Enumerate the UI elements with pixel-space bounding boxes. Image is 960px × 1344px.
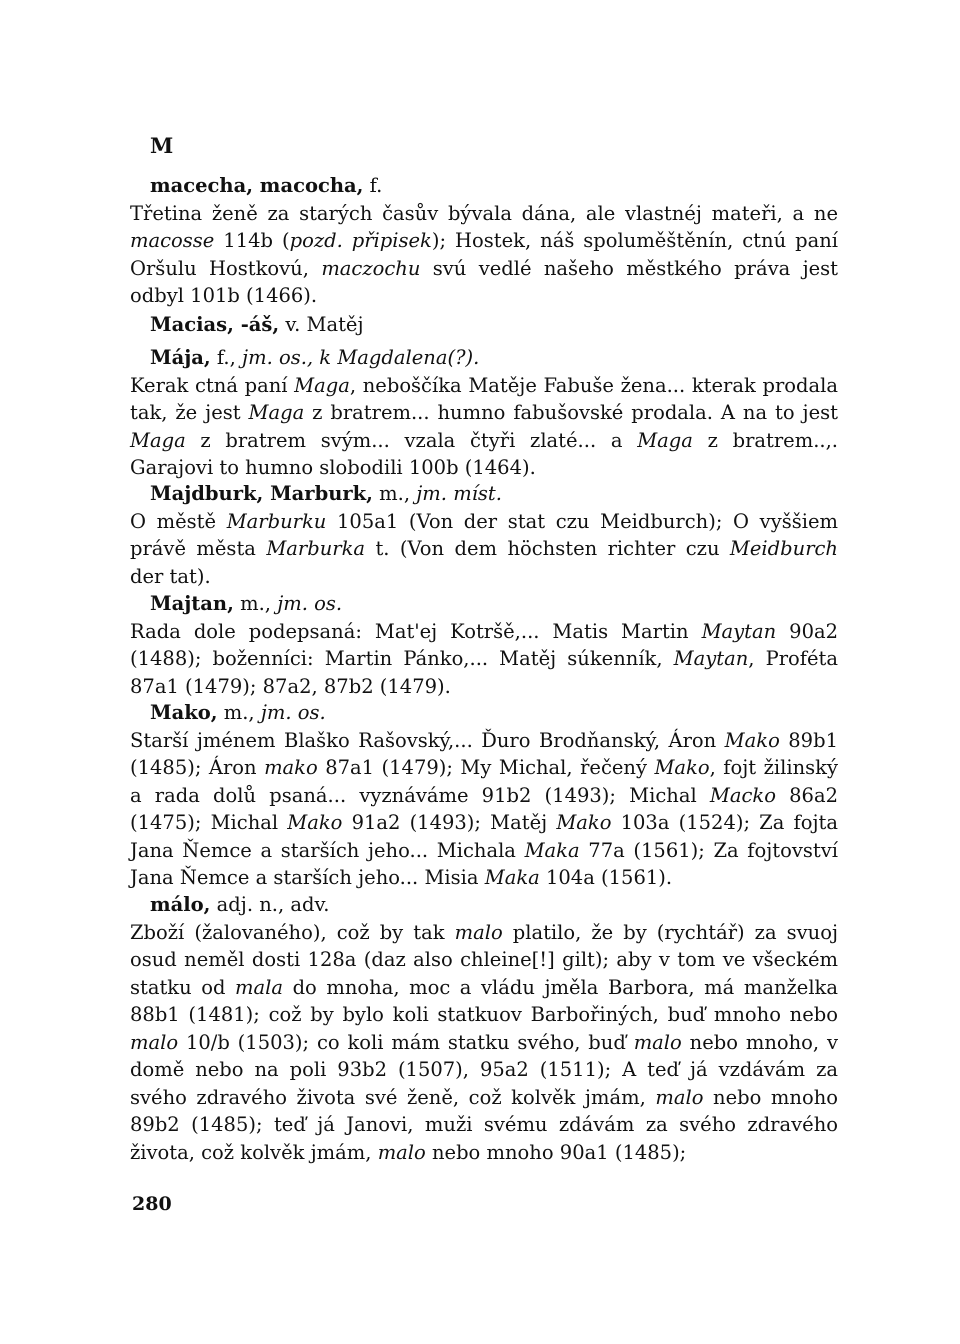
entry-head (130, 891, 838, 919)
entry-macias (130, 311, 838, 339)
entry-head (130, 344, 838, 372)
page-number: 280 (132, 1193, 172, 1215)
headword: Macias, -áš, (150, 313, 280, 336)
entry-head (130, 311, 838, 339)
headword: Majdburk, Marburk, (150, 482, 373, 505)
grammar-note-italic: jm. os. (260, 701, 326, 724)
grammar-note-italic: jm. os., k Magdalena(?). (242, 346, 480, 369)
entry-head (130, 172, 838, 200)
grammar-note: v. Matěj (279, 313, 364, 336)
entry-text: Rada dole podepsaná: Mat'ej Kotršě,... Matis Martin Maytan 90a2 (1488); boženníci: Martin Pánko,... Matěj súkenník, Maytan, Proféta 87a1 (1479); 87a2, 87b2 (1479). (130, 619, 839, 698)
grammar-note: m., (217, 701, 261, 724)
entry-head (130, 699, 838, 727)
entry-text: Kerak ctná paní Maga, neboščíka Matěje Fabuše žena... kterak prodala tak, že jest Maga z bratrem... humno fabušovské prodala. A na to jest Maga z bratrem svým... vzala čtyři zlaté... a Maga z bratrem..,. Garajovi to humno slobodili 100b (1464). (130, 373, 838, 479)
entry-maja (130, 344, 838, 482)
entry-text: O městě Marburku 105a1 (Von der stat czu Meidburch); O vyššiem právě města Marburka t. (Von dem höchsten richter czu Meidburch der tat). (130, 509, 838, 588)
entry-head (130, 480, 838, 508)
entry-majtan (130, 590, 838, 700)
entry-text: Zboží (žalovaného), což by tak malo platilo, že by (rychtář) za svuoj osud neměl dosti 128a (daz also chleine[!] gilt); aby v tom ve všeckém statku od mala do mnoha, moc a vládu jměla Barbora, má manželka 88b1 (1481); což by bylo koli statkuov Barbořiných, buď mnoho nebo malo 10/b (1503); co koli mám statku svého, buď malo nebo mnoho, v domě nebo na poli 93b2 (1507), 95a2 (1511); A teď já vzdávám za svého zdravého života své ženě, což kolvěk jmám, malo nebo mnoho 89b2 (1485); teď já Janovi, muži svému zdávám za svého zdravého života, což kolvěk jmám, malo nebo mnoho 90a1 (1485); (130, 920, 838, 1164)
entry-text: Třetina ženě za starých časův bývala dána, ale vlastnéj mateři, a ne macosse 114b (pozd. připisek); Hostek, náš spoluměštěnín, ctnú paní Oršulu Hostkovú, maczochu svú vedlé našeho městkého práva jest odbyl 101b (1466). (130, 201, 838, 307)
grammar-note-italic: jm. os. (277, 592, 343, 615)
grammar-note: adj. n., adv. (210, 893, 330, 916)
grammar-note: f. (363, 174, 383, 197)
headword: macecha, macocha, (150, 174, 364, 197)
headword: Majtan, (150, 592, 234, 615)
headword: málo, (150, 893, 211, 916)
grammar-note: m., (372, 482, 417, 505)
entry-head (130, 590, 838, 618)
headword: Mako, (150, 701, 218, 724)
entry-text: Starší jménem Blaško Rašovský,... Ďuro Brodňanský, Áron Mako 89b1 (1485); Áron mako 87a1 (1479); My Michal, řečený Mako, fojt žilinský a rada dolů psaná... vyznáváme 91b2 (1493); Michal Macko 86a2 (1475); Michal Mako 91a2 (1493); Matěj Mako 103a (1524); Za fojta Jana Ňemce a starších jeho... Michala Maka 77a (1561); Za fojtovství Jana Ňemce a starších jeho... Misia Maka 104a (1561). (130, 728, 838, 889)
entry-majdburk (130, 480, 838, 590)
entry-malo (130, 891, 838, 1166)
section-letter: M (150, 133, 174, 158)
grammar-note: f., (210, 346, 243, 369)
headword: Mája, (150, 346, 211, 369)
grammar-note-italic: jm. míst. (416, 482, 502, 505)
grammar-note: m., (233, 592, 278, 615)
entry-macecha (130, 172, 838, 310)
entry-mako (130, 699, 838, 892)
